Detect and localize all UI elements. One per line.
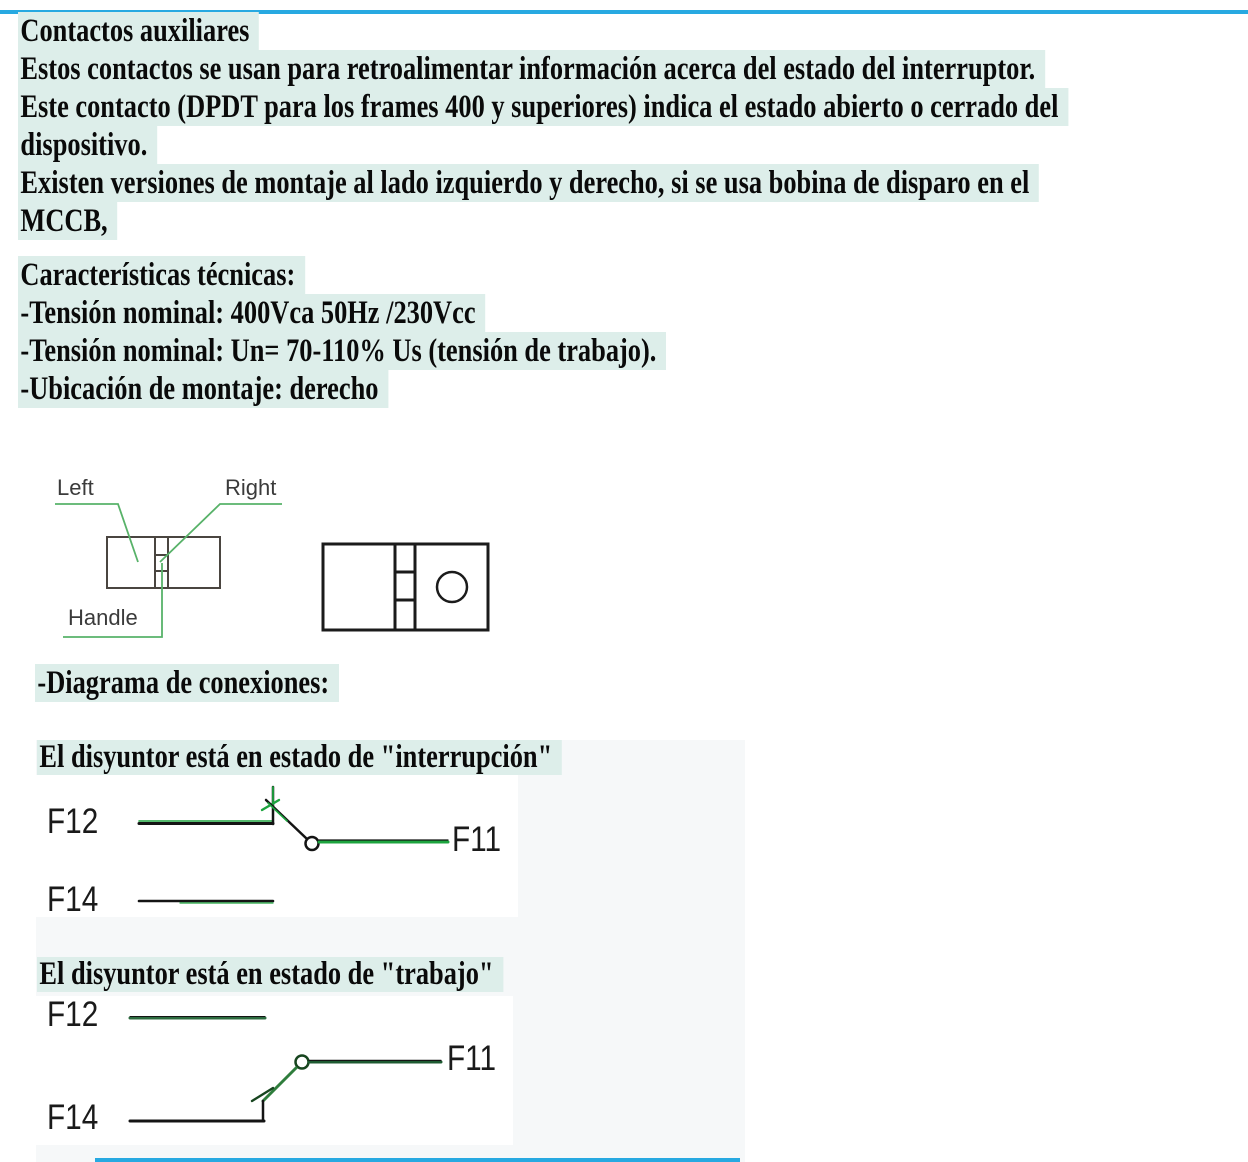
switch-blade <box>263 1068 296 1101</box>
open-state-circuit-svg <box>120 780 480 915</box>
specs-line <box>18 256 305 294</box>
specs-line <box>18 294 485 332</box>
work-f12-label: F12 <box>47 995 99 1034</box>
open-f12-label: F12 <box>47 802 99 841</box>
intro-line <box>18 12 259 50</box>
highlighted-text: -Tensión nominal: Un= 70-110% Us (tensión de trabajo). <box>18 332 666 370</box>
mount-left-label: Left <box>57 475 94 500</box>
bottom-divider-rule <box>95 1158 740 1162</box>
highlighted-text: El disyuntor está en estado de "trabajo" <box>37 957 503 992</box>
mount-right-label: Right <box>225 475 277 500</box>
work-state-circuit-svg <box>120 1000 480 1140</box>
left-unit-outline <box>107 537 220 588</box>
highlighted-text: Características técnicas: <box>18 256 305 294</box>
switch-blade-green <box>268 803 287 821</box>
highlighted-text: Estos contactos se usan para retroalimentar información acerca del estado del interruptor. <box>18 50 1045 88</box>
highlighted-text: -Tensión nominal: 400Vca 50Hz /230Vcc <box>18 294 485 332</box>
intro-line <box>18 126 157 164</box>
work-state-title <box>37 957 503 992</box>
intro-line <box>18 164 1039 202</box>
highlighted-text: Contactos auxiliares <box>18 12 259 50</box>
highlighted-text: El disyuntor está en estado de "interrupción" <box>37 740 562 775</box>
intro-line <box>18 50 1045 88</box>
open-f11-label: F11 <box>452 820 502 859</box>
mount-handle-label: Handle <box>68 605 138 630</box>
highlighted-text: -Ubicación de montaje: derecho <box>18 370 388 408</box>
work-f14-label: F14 <box>47 1098 99 1137</box>
open-f14-label: F14 <box>47 880 99 919</box>
mounting-diagram-svg <box>40 470 500 680</box>
specs-line <box>18 332 666 370</box>
highlighted-text: Existen versiones de montaje al lado izquierdo y derecho, si se usa bobina de disparo en el <box>18 164 1039 202</box>
highlighted-text: dispositivo. <box>18 126 157 164</box>
highlighted-text: Este contacto (DPDT para los frames 400 y superiores) indica el estado abierto o cerrado del <box>18 88 1068 126</box>
work-f11-label: F11 <box>447 1039 497 1078</box>
pivot-circle <box>296 1056 309 1069</box>
connections-heading <box>35 664 339 702</box>
right-unit-outline <box>323 544 488 630</box>
pivot-circle <box>306 837 319 850</box>
intro-line <box>18 202 117 240</box>
intro-line <box>18 88 1068 126</box>
open-state-title <box>37 740 562 775</box>
specs-line <box>18 370 388 408</box>
highlighted-text: -Diagrama de conexiones: <box>35 664 339 702</box>
highlighted-text: MCCB, <box>18 202 117 240</box>
